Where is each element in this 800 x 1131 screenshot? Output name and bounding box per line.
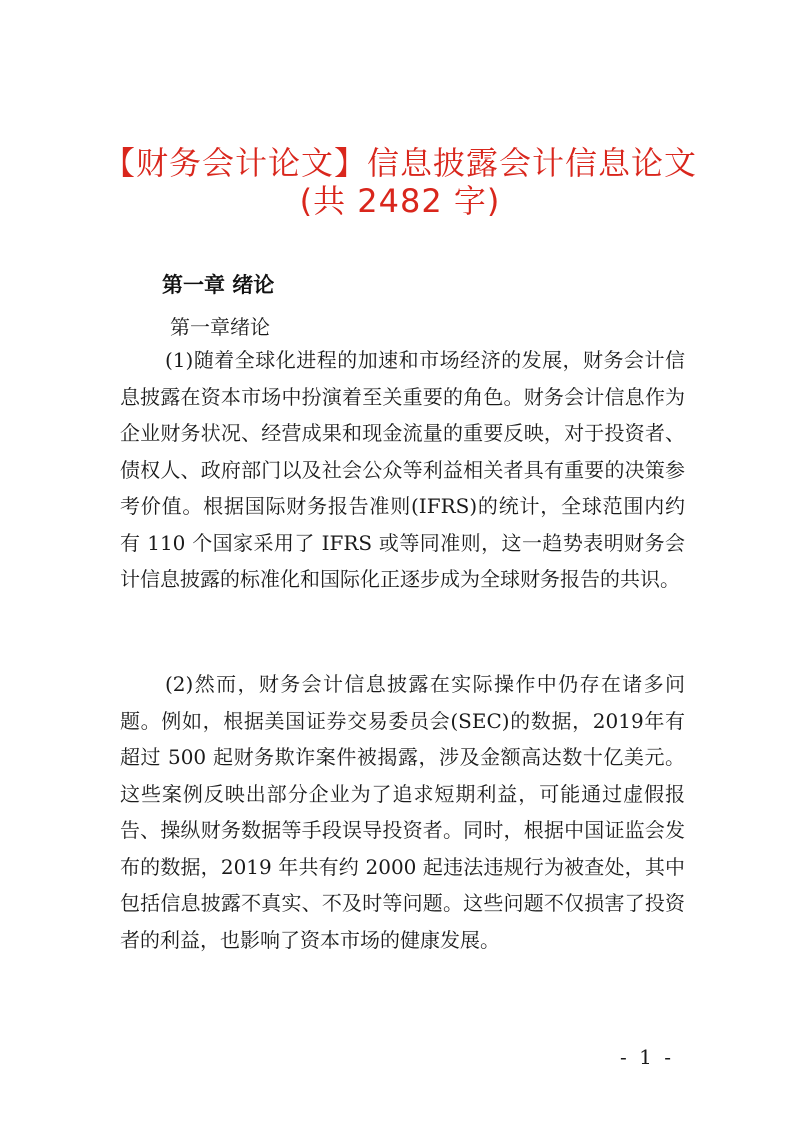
paragraph-2: (2)然而，财务会计信息披露在实际操作中仍存在诸多问题。例如，根据美国证券交易委员会(SEC)的数据，2019年有超过 500 起财务欺诈案件被揭露，涉及金额高达数十亿美元。这些案例反映出部分企业为了追求短期利益，可能通过虚假报告、操纵财务数据等手段误导投资者。同时，根据中国证监会发布的数据，2019 年共有约 2000 起违法违规行为被查处，其中包括信息披露不真实、不及时等问题。这些问题不仅损害了投资者的利益，也影响了资本市场的健康发展。 — [120, 672, 685, 952]
chapter-heading: 第一章 绪论 — [162, 273, 275, 297]
page-number: - 1 - — [620, 1045, 674, 1069]
document-title: 【财务会计论文】信息披露会计信息论文 — [102, 144, 697, 182]
paragraph-1: (1)随着全球化进程的加速和市场经济的发展，财务会计信息披露在资本市场中扮演着至关重要的角色。财务会计信息作为企业财务状况、经营成果和现金流量的重要反映，对于投资者、债权人、政府部门以及社会公众等利益相关者具有重要的决策参考价值。根据国际财务报告准则(IFRS)的统计，全球范围内约有 110 个国家采用了 IFRS 或等同准则，这一趋势表明财务会计信息披露的标准化和国际化正逐步成为全球财务报告的共识。 — [120, 348, 685, 591]
section-label: 第一章绪论 — [170, 315, 270, 339]
document-word-count: (共 2482 字) — [299, 182, 501, 220]
